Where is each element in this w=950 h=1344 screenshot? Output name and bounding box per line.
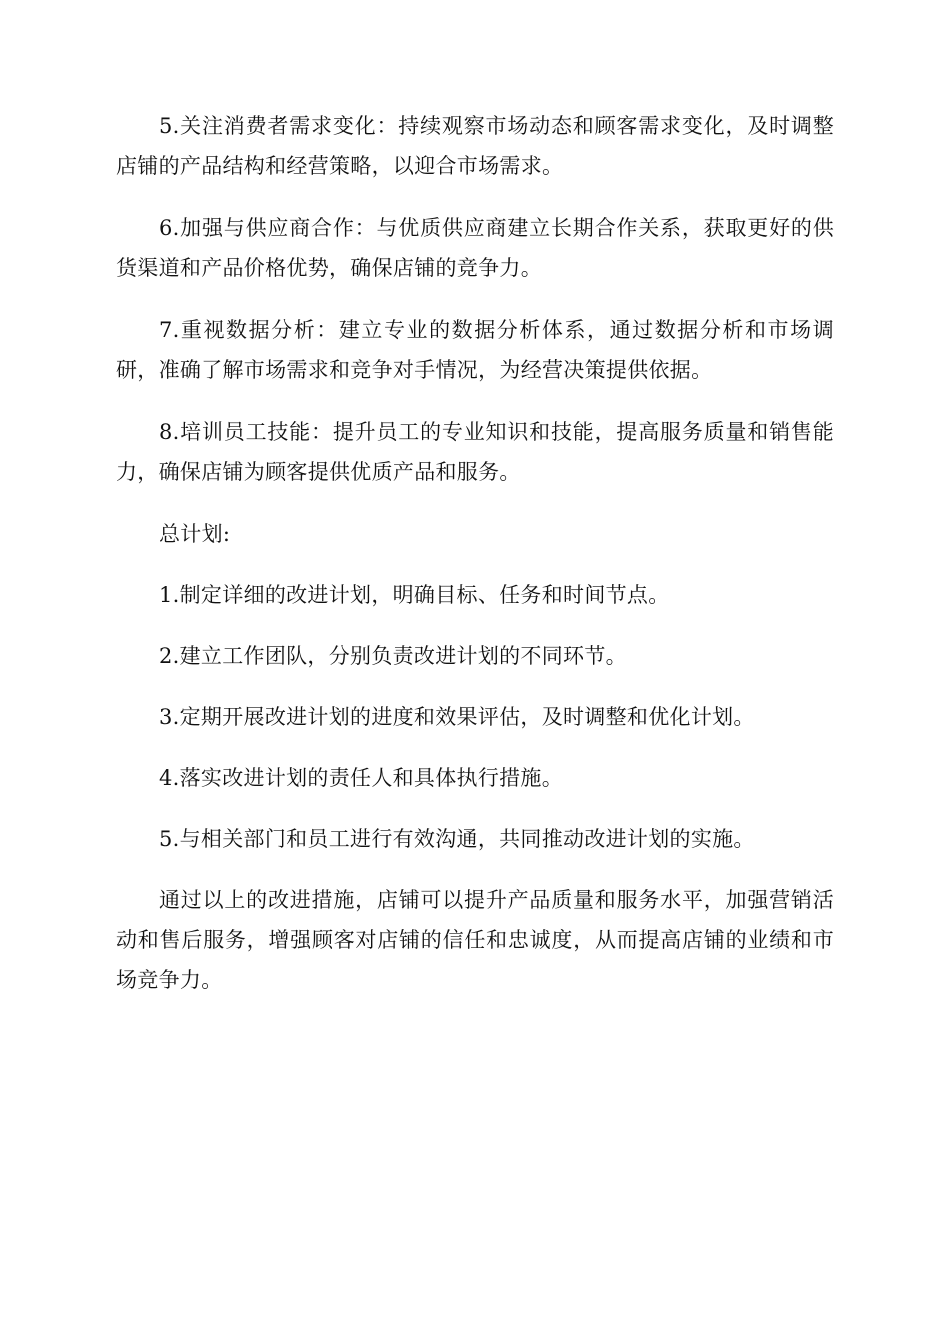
paragraph-data-analysis: 7.重视数据分析：建立专业的数据分析体系，通过数据分析和市场调研，准确了解市场需求和竞争对手情况，为经营决策提供依据。 bbox=[116, 318, 834, 382]
paragraph-consumer-demand: 5.关注消费者需求变化：持续观察市场动态和顾客需求变化，及时调整店铺的产品结构和经营策略，以迎合市场需求。 bbox=[116, 114, 834, 178]
paragraph-supplier-cooperation: 6.加强与供应商合作：与优质供应商建立长期合作关系，获取更好的供货渠道和产品价格优势，确保店铺的竞争力。 bbox=[116, 216, 834, 280]
plan-item-2: 2.建立工作团队，分别负责改进计划的不同环节。 bbox=[159, 644, 627, 668]
plan-item-5: 5.与相关部门和员工进行有效沟通，共同推动改进计划的实施。 bbox=[159, 827, 755, 851]
paragraph-conclusion: 通过以上的改进措施，店铺可以提升产品质量和服务水平，加强营销活动和售后服务，增强顾客对店铺的信任和忠诚度，从而提高店铺的业绩和市场竞争力。 bbox=[116, 888, 834, 992]
section-heading-overall-plan: 总计划: bbox=[159, 522, 231, 546]
paragraph-staff-training: 8.培训员工技能：提升员工的专业知识和技能，提高服务质量和销售能力，确保店铺为顾客提供优质产品和服务。 bbox=[116, 420, 834, 484]
plan-item-4: 4.落实改进计划的责任人和具体执行措施。 bbox=[159, 766, 564, 790]
plan-item-1: 1.制定详细的改进计划，明确目标、任务和时间节点。 bbox=[159, 583, 670, 607]
plan-item-3: 3.定期开展改进计划的进度和效果评估，及时调整和优化计划。 bbox=[159, 705, 755, 729]
document-page bbox=[116, 106, 834, 1022]
